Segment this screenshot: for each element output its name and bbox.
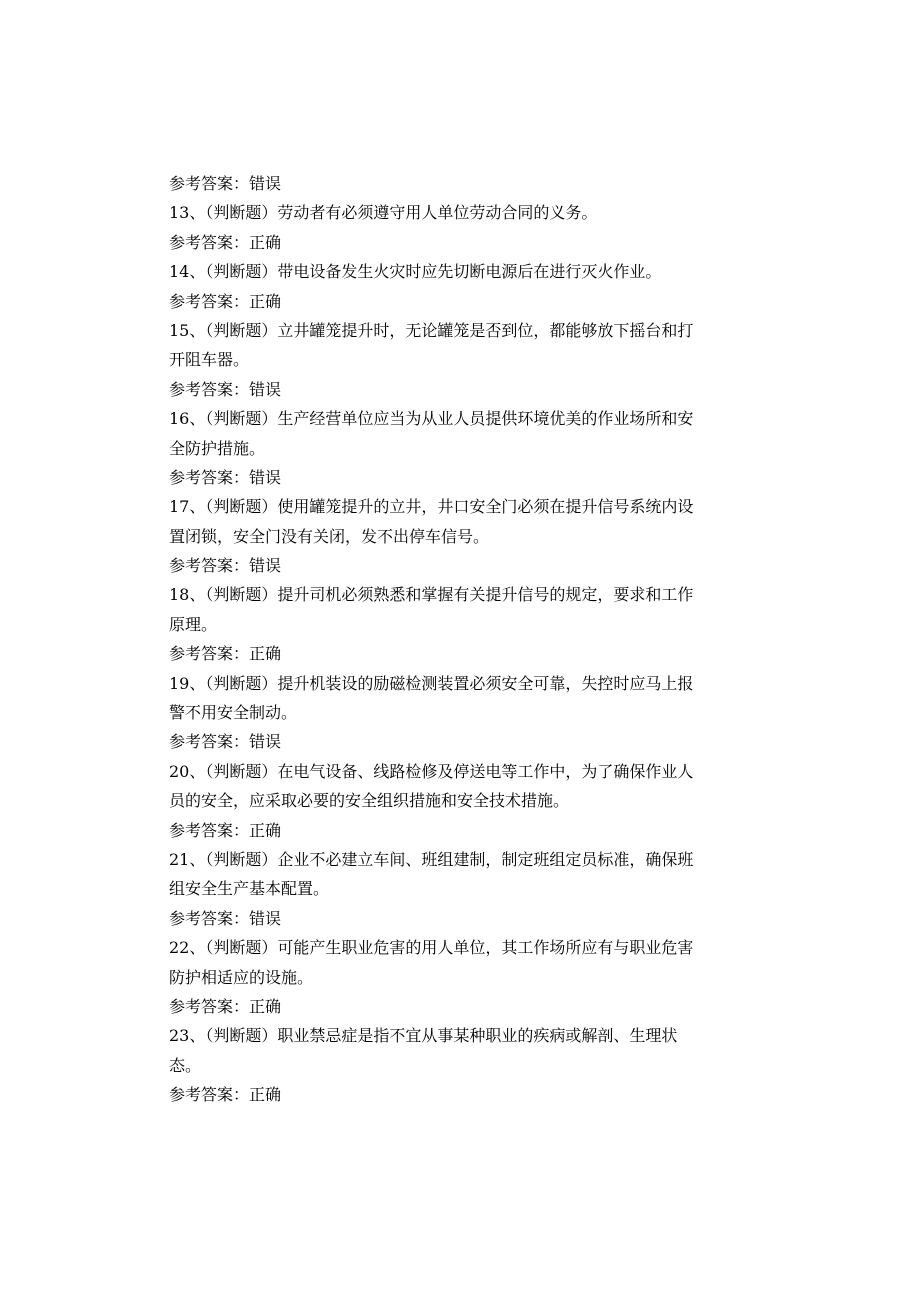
document-page — [169, 169, 739, 1110]
question-22 — [169, 933, 739, 992]
answer-line: 参考答案：错误 — [169, 174, 282, 193]
question-text: 15、（判断题）立井罐笼提升时，无论罐笼是否到位，都能够放下摇台和打 — [169, 320, 694, 340]
answer-line: 参考答案：正确 — [169, 996, 282, 1016]
answer-line: 参考答案：错误 — [169, 467, 282, 487]
question-text-continued: 防护相适应的设施。 — [169, 967, 314, 987]
question-15 — [169, 316, 739, 375]
answer-line: 参考答案：错误 — [169, 379, 282, 399]
question-text: 17、（判断题）使用罐笼提升的立井，井口安全门必须在提升信号系统内设 — [169, 497, 694, 517]
question-text-continued: 态。 — [169, 1055, 202, 1075]
answer-line: 参考答案：正确 — [169, 1085, 282, 1105]
question-text: 20、（判断题）在电气设备、线路检修及停送电等工作中，为了确保作业人 — [169, 761, 694, 781]
question-text-continued: 警不用安全制动。 — [169, 703, 298, 723]
question-text: 22、（判断题）可能产生职业危害的用人单位，其工作场所应有与职业危害 — [169, 938, 694, 958]
question-text: 14、（判断题）带电设备发生火灾时应先切断电源后在进行灭火作业。 — [169, 262, 662, 282]
question-21 — [169, 845, 739, 904]
question-text: 18、（判断题）提升司机必须熟悉和掌握有关提升信号的规定，要求和工作 — [169, 585, 694, 605]
question-text: 13、（判断题）劳动者有必须遵守用人单位劳动合同的义务。 — [169, 203, 598, 223]
question-18 — [169, 580, 739, 639]
answer-line: 参考答案：错误 — [169, 556, 282, 576]
question-13 — [169, 198, 739, 227]
question-text: 23、（判断题）职业禁忌症是指不宜从事某种职业的疾病或解剖、生理状 — [169, 1026, 678, 1046]
answer-line: 参考答案：正确 — [169, 232, 282, 252]
answer-line: 参考答案：正确 — [169, 820, 282, 840]
question-text-continued: 置闭锁，安全门没有关闭，发不出停车信号。 — [169, 526, 490, 546]
question-text-continued: 员的安全，应采取必要的安全组织措施和安全技术措施。 — [169, 791, 570, 811]
question-17 — [169, 492, 739, 551]
question-20 — [169, 757, 739, 816]
answer-line: 参考答案：错误 — [169, 908, 282, 928]
question-16 — [169, 404, 739, 463]
question-19 — [169, 669, 739, 728]
question-text-continued: 组安全生产基本配置。 — [169, 879, 330, 899]
question-text: 21、（判断题）企业不必建立车间、班组建制，制定班组定员标准，确保班 — [169, 849, 694, 869]
question-14 — [169, 257, 739, 286]
answer-line: 参考答案：正确 — [169, 644, 282, 664]
question-text: 19、（判断题）提升机装设的励磁检测装置必须安全可靠，失控时应马上报 — [169, 673, 694, 693]
question-text: 16、（判断题）生产经营单位应当为从业人员提供环境优美的作业场所和安 — [169, 409, 694, 429]
question-23 — [169, 1021, 739, 1080]
answer-line: 参考答案：正确 — [169, 291, 282, 311]
question-text-continued: 全防护措施。 — [169, 438, 266, 458]
question-text-continued: 原理。 — [169, 614, 218, 634]
question-text-continued: 开阻车器。 — [169, 350, 250, 370]
answer-line: 参考答案：错误 — [169, 732, 282, 752]
